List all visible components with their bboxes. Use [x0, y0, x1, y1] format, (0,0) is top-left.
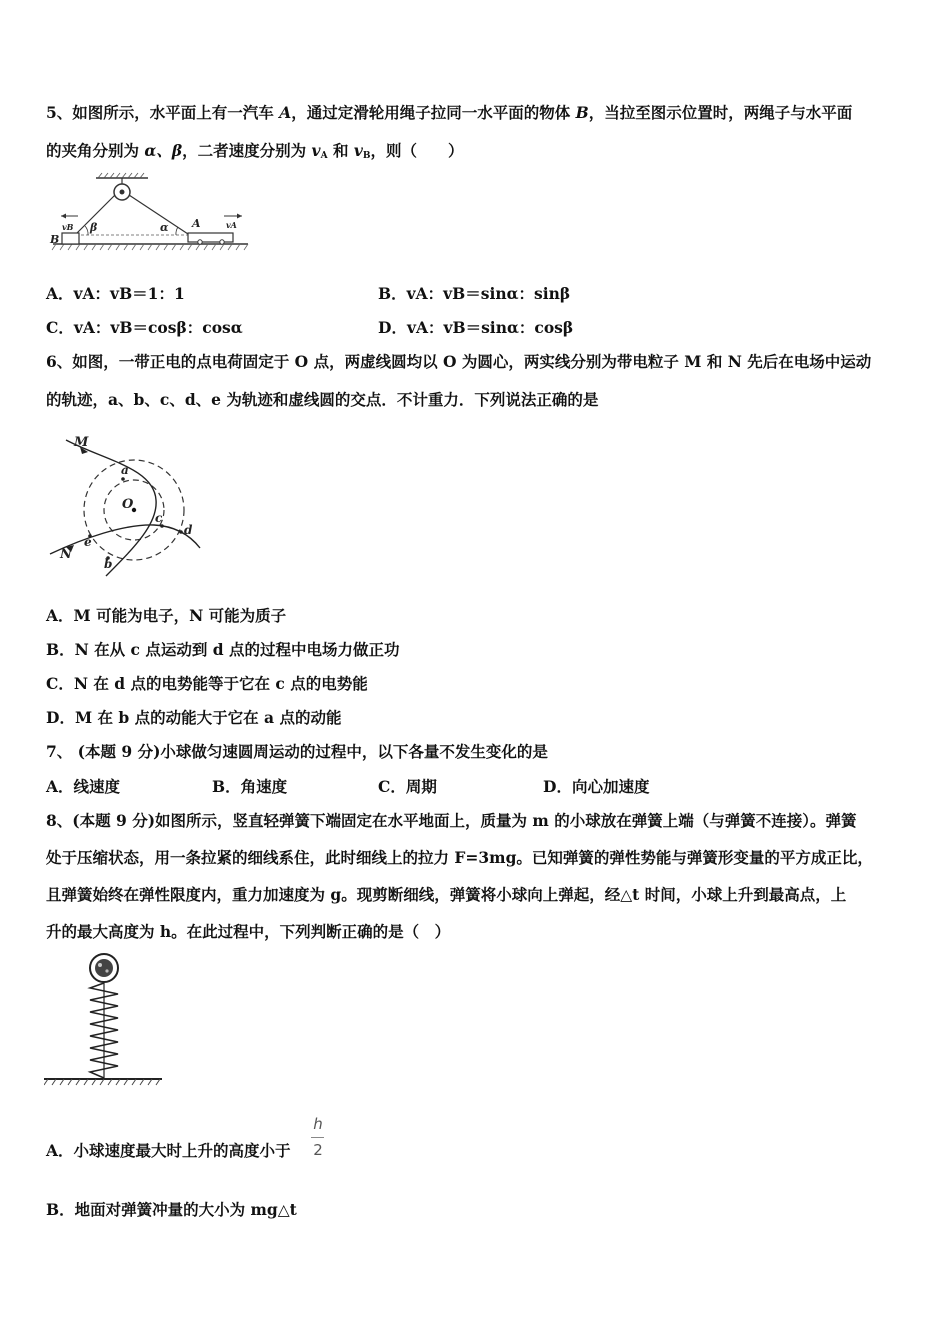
- q8-line-2: 处于压缩状态，用一条拉紧的细线系住，此时细线上的拉力 F=3mg。已知弹簧的弹性势能与弹簧形变量的平方成正比，: [46, 848, 873, 867]
- q6-label-O: O: [122, 497, 134, 512]
- q6-label-N: N: [60, 547, 72, 562]
- q6-label-c: c: [155, 511, 163, 525]
- q8-option-b[interactable]: B．地面对弹簧冲量的大小为 mg△t: [46, 1200, 297, 1219]
- q5-label-vB: vB: [62, 222, 74, 232]
- q6-label-b: b: [104, 557, 113, 571]
- q8-line-4: 升的最大高度为 h。在此过程中，下列判断正确的是（ ）: [46, 922, 451, 941]
- q8-spring-figure: [44, 950, 164, 1088]
- q5-line-1: 5、如图所示，水平面上有一汽车 A，通过定滑轮用绳子拉同一水平面的物体 B，当拉至图示位置时，两绳子与水平面: [46, 103, 853, 122]
- q7-line-1: 7、 (本题 9 分)小球做匀速圆周运动的过程中，以下各量不发生变化的是: [46, 742, 548, 761]
- q5-label-A: A: [192, 217, 201, 230]
- q5-option-a[interactable]: A．vA：vB＝1：1: [46, 284, 185, 303]
- q6-line-1: 6、如图，一带正电的点电荷固定于 O 点，两虚线圆均以 O 为圆心，两实线分别为带电粒子 M 和 N 先后在电场中运动: [46, 352, 872, 371]
- q8-option-a-fraction-denominator: 2: [313, 1141, 323, 1159]
- q5-pulley-figure: [48, 172, 253, 254]
- q8-option-a-fraction-numerator: h: [313, 1115, 323, 1133]
- q7-option-b[interactable]: B．角速度: [212, 777, 288, 796]
- q6-label-e: e: [84, 535, 92, 549]
- q5-label-beta: β: [90, 221, 98, 234]
- q5-label-vA: vA: [226, 220, 237, 230]
- q6-field-figure: [44, 428, 214, 586]
- q6-option-b[interactable]: B．N 在从 c 点运动到 d 点的过程中电场力做正功: [46, 640, 400, 659]
- q6-option-a[interactable]: A．M 可能为电子，N 可能为质子: [46, 606, 287, 625]
- q8-line-3: 且弹簧始终在弹性限度内，重力加速度为 g。现剪断细线，弹簧将小球向上弹起，经△t 时间，小球上升到最高点，上: [46, 885, 847, 904]
- q6-option-c[interactable]: C．N 在 d 点的电势能等于它在 c 点的电势能: [46, 674, 368, 693]
- q6-label-a: a: [121, 463, 129, 477]
- q8-line-1: 8、(本题 9 分)如图所示，竖直轻弹簧下端固定在水平地面上，质量为 m 的小球放在弹簧上端（与弹簧不连接）。弹簧: [46, 811, 857, 830]
- q5-line-2: 的夹角分别为 α、β，二者速度分别为 $v_A$ 和 $v_B$，则（ ）: [46, 141, 464, 161]
- q5-label-B: B: [50, 233, 60, 246]
- q8-option-a[interactable]: A．小球速度最大时上升的高度小于: [46, 1141, 291, 1160]
- q8-option-a-fraction-bar: [311, 1137, 324, 1138]
- q5-option-b[interactable]: B．vA：vB＝sinα：sinβ: [378, 284, 571, 303]
- q7-option-c[interactable]: C．周期: [378, 777, 437, 796]
- q6-line-2: 的轨迹，a、b、c、d、e 为轨迹和虚线圆的交点．不计重力．下列说法正确的是: [46, 390, 599, 409]
- q7-option-d[interactable]: D．向心加速度: [543, 777, 650, 796]
- q5-option-d[interactable]: D．vA：vB＝sinα：cosβ: [378, 318, 574, 337]
- q5-label-alpha: α: [160, 221, 169, 234]
- q5-option-c[interactable]: C．vA：vB＝cosβ：cosα: [46, 318, 243, 337]
- q6-option-d[interactable]: D．M 在 b 点的动能大于它在 a 点的动能: [46, 708, 342, 727]
- q6-label-M: M: [74, 435, 89, 450]
- q6-label-d: d: [184, 523, 193, 537]
- q7-option-a[interactable]: A．线速度: [46, 777, 121, 796]
